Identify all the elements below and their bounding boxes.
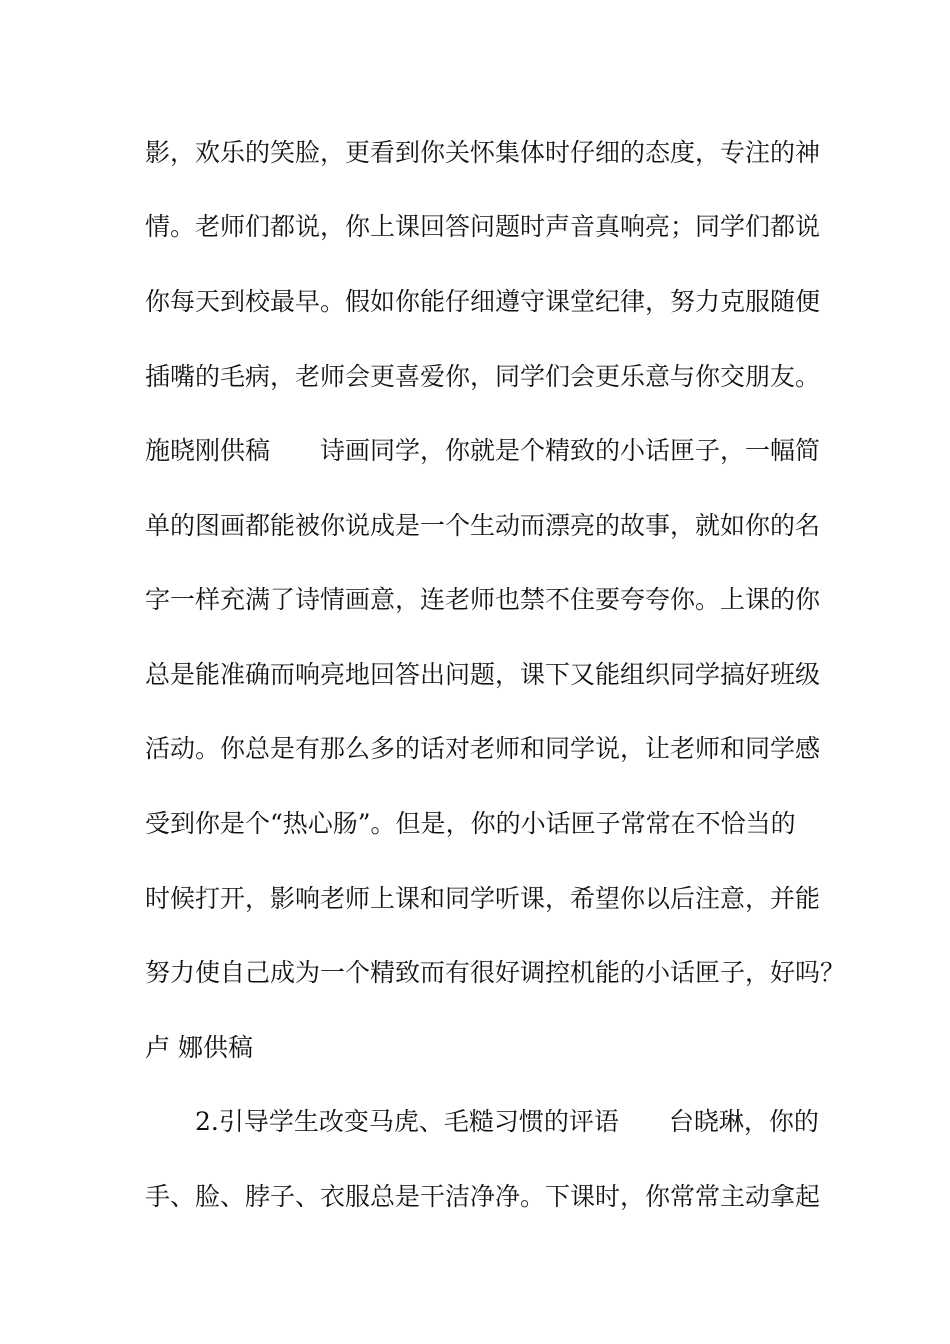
text-line: 受到你是个“热心肠”。但是，你的小话匣子常常在不恰当的 [145, 809, 796, 838]
text-line: 施晓刚供稿 诗画同学，你就是个精致的小话匣子，一幅简 [145, 436, 821, 465]
text-line: 你每天到校最早。假如你能仔细遵守课堂纪律，努力克服随便 [145, 287, 821, 316]
text-line: 卢 娜供稿 [145, 1033, 253, 1062]
text-line: 2.引导学生改变马虎、毛糙习惯的评语 台晓琳，你的 [145, 1107, 819, 1136]
text-line: 时候打开，影响老师上课和同学听课，希望你以后注意，并能 [145, 884, 821, 913]
text-line: 手、脸、脖子、衣服总是干洁净净。下课时，你常常主动拿起 [145, 1182, 821, 1211]
text-line: 影，欢乐的笑脸，更看到你关怀集体时仔细的态度，专注的神 [145, 138, 821, 167]
text-line: 字一样充满了诗情画意，连老师也禁不住要夸夸你。上课的你 [145, 585, 821, 614]
text-line: 情。老师们都说，你上课回答问题时声音真响亮；同学们都说 [145, 212, 821, 241]
text-line: 插嘴的毛病，老师会更喜爱你，同学们会更乐意与你交朋友。 [145, 362, 821, 391]
text-line: 努力使自己成为一个精致而有很好调控机能的小话匣子，好吗？ [145, 958, 846, 987]
text-line: 总是能准确而响亮地回答出问题，课下又能组织同学搞好班级 [145, 660, 821, 689]
text-line: 单的图画都能被你说成是一个生动而漂亮的故事，就如你的名 [145, 511, 821, 540]
text-line: 活动。你总是有那么多的话对老师和同学说，让老师和同学感 [145, 734, 821, 763]
